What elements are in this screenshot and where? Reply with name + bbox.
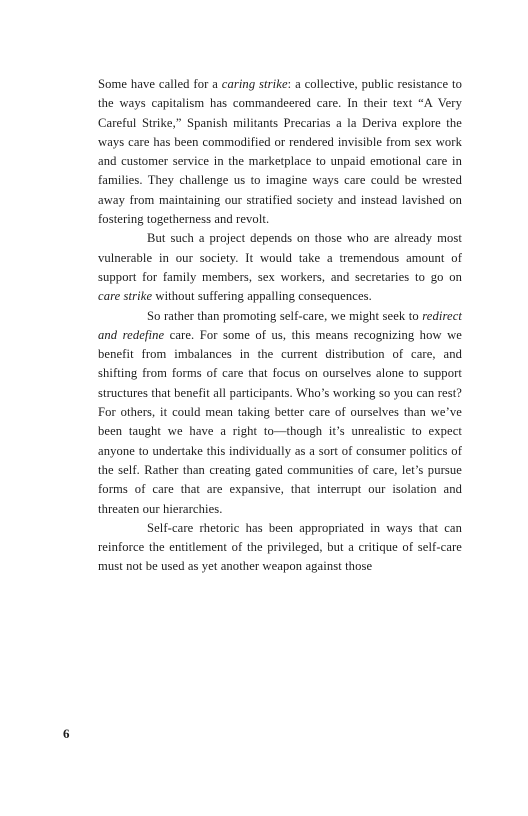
text-segment: But such a project depends on those who are already most vulnerable in our society. It would take a tremendous amount of support for family members, sex workers, and secretaries to go on	[98, 231, 462, 284]
page-number: 6	[63, 726, 70, 741]
text-segment: Self-care rhetoric has been appropriated in ways that can reinforce the entitlement of the privileged, but a critique of self-care must not be used as yet another weapon against those	[98, 520, 462, 574]
italic-phrase: caring strike	[221, 77, 288, 91]
text-segment: So rather than promoting self-care, we might seek to	[147, 308, 423, 323]
text-segment: without suffering appalling consequences.	[152, 289, 372, 304]
paragraph-redirect-care	[98, 307, 462, 519]
paragraph-vulnerable	[98, 229, 462, 306]
text-segment: : a collective, public resistance to the ways capitalism has commandeered care. In their text “A Very Careful Strike,” Spanish militants Precarias a la Deriva explore the ways care has been commodified or rendered invisible from sex work and customer service in the marketplace to unpaid emotional care in families. They challenge us to imagine ways care could be wrested away from maintaining our stratified society and instead lavished on fostering togetherness and revolt.	[98, 77, 462, 227]
text-segment: care. For some of us, this means recognizing how we benefit from imbalances in the current distribution of care, and shifting from forms of care that focus on ourselves alone to support structures that benefit all participants. Who’s working so you can rest? For others, it could mean taking better care of ourselves than we’ve been taught we have a right to—though it’s unrealistic to expect anyone to undertake this individually as a sort of consumer politics of the self. Rather than creating gated communities of care, let’s pursue forms of care that are expansive, that interrupt our isolation and threaten our hierarchies.	[98, 327, 462, 516]
italic-phrase: redirect and redefine	[98, 308, 462, 342]
body-text	[98, 75, 462, 577]
italic-phrase: care strike	[98, 289, 153, 304]
paragraph-caring-strike	[98, 75, 462, 229]
paragraph-self-care-rhetoric	[98, 519, 462, 577]
text-segment: Some have called for a	[98, 77, 222, 91]
